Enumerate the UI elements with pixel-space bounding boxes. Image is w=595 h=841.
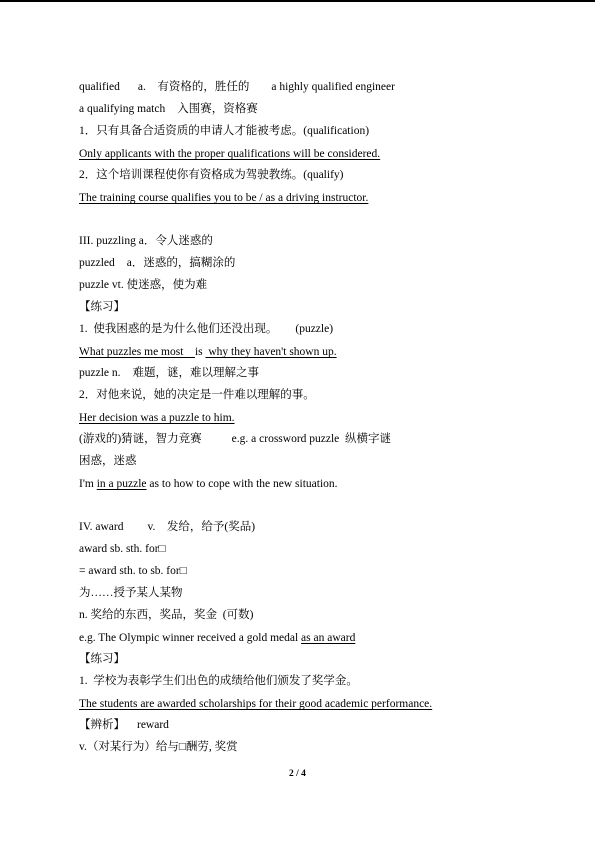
heading-award: IV. award v. 发给，给予(奖品): [79, 521, 256, 533]
line-puzzle-vt: puzzle vt. 使迷惑，使为难: [79, 279, 208, 291]
page-top-border: [0, 0, 595, 2]
line-exercise-1-en: What puzzles me most is why they haven't shown up.: [79, 346, 337, 358]
line-qualified: qualified a. 有资格的，胜任的 a highly qualified engineer: [79, 81, 395, 93]
line-example-1-en: Only applicants with the proper qualifications will be considered.: [79, 148, 381, 160]
line-puzzle-n: puzzle n. 难题，谜，难以理解之事: [79, 367, 260, 379]
line-award-pattern-2: = award sth. to sb. for□: [79, 565, 187, 577]
line-olympic-example: e.g. The Olympic winner received a gold medal as an award: [79, 632, 356, 644]
line-qualifying-match: a qualifying match 入围赛，资格赛: [79, 103, 258, 115]
page-number: 2 / 4: [289, 769, 306, 779]
line-example-2-cn: 2．这个培训课程使你有资格成为驾驶教练。(qualify): [79, 169, 344, 181]
line-exercise-4-en: The students are awarded scholarships for their good academic performance.: [79, 698, 433, 710]
heading-puzzling: III. puzzling a．令人迷惑的: [79, 235, 213, 247]
exercise-heading-2: 【练习】: [79, 653, 125, 665]
line-puzzled: puzzled a．迷惑的，搞糊涂的: [79, 257, 236, 269]
exercise-heading: 【练习】: [79, 301, 125, 313]
line-puzzle-meaning: 困惑，迷惑: [79, 455, 137, 467]
line-in-a-puzzle: I'm in a puzzle as to how to cope with the new situation.: [79, 478, 338, 490]
line-reward-heading: 【辨析】 reward: [79, 719, 169, 731]
line-crossword: (游戏的)猜谜，智力竞赛 e.g. a crossword puzzle 纵横字谜: [79, 433, 392, 445]
line-award-meaning: 为……授予某人某物: [79, 587, 183, 599]
line-exercise-1-cn: 1. 使我困惑的是为什么他们还没出现。 (puzzle): [79, 323, 334, 335]
line-example-1-cn: 1．只有具备合适资质的申请人才能被考虑。(qualification): [79, 125, 370, 137]
line-exercise-4-cn: 1. 学校为表彰学生们出色的成绩给他们颁发了奖学金。: [79, 675, 358, 687]
line-example-3-cn: 2．对他来说，她的决定是一件难以理解的事。: [79, 389, 315, 401]
line-reward-verb: v.（对某行为）给与□酬劳, 奖赏: [79, 741, 238, 753]
line-example-3-en: Her decision was a puzzle to him.: [79, 412, 235, 424]
line-example-2-en: The training course qualifies you to be / as a driving instructor.: [79, 192, 369, 204]
line-award-noun: n. 奖给的东西，奖品，奖金 (可数): [79, 609, 254, 621]
line-award-pattern-1: award sb. sth. for□: [79, 543, 166, 555]
